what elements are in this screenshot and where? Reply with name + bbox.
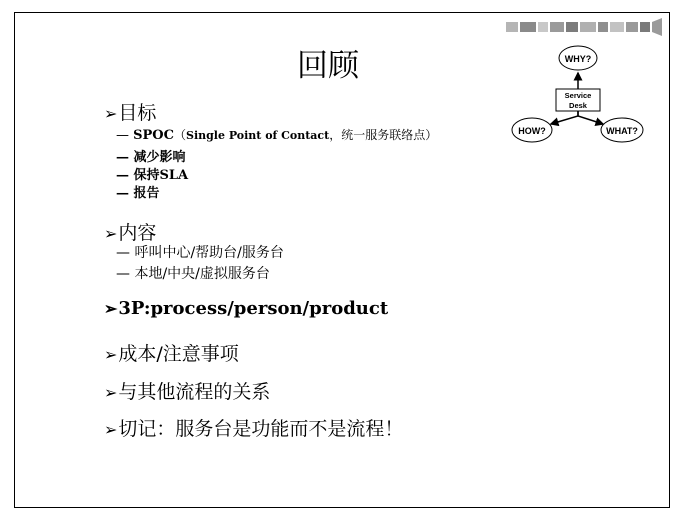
bullet-remember	[104, 414, 403, 441]
arrow-bullet-icon: ➢	[104, 224, 118, 243]
dash: —	[116, 128, 129, 143]
bullet-relations	[104, 377, 270, 404]
dash: —	[116, 245, 130, 261]
what-label: WHAT?	[606, 126, 638, 136]
service-desk-label-line2: Desk	[569, 101, 587, 110]
arrow-to-how	[551, 111, 578, 124]
arrow-bullet-icon: ➢	[104, 345, 118, 364]
why-label: WHY?	[564, 54, 592, 64]
bullet-cost	[104, 339, 239, 366]
service-desk-label-line1: Service	[564, 91, 592, 100]
bullet-3p	[104, 298, 388, 319]
bullet-content	[104, 218, 156, 245]
dash: —	[116, 266, 130, 282]
bullet-label: 内容	[118, 222, 157, 244]
sub-item-label: 保持SLA	[133, 168, 189, 183]
sub-item-spoc	[116, 126, 437, 143]
dash: —	[116, 168, 129, 183]
service-desk-diagram	[511, 44, 645, 150]
spoc-lead: SPOC	[133, 128, 174, 143]
dash: —	[116, 150, 129, 165]
sub-item-label: 减少影响	[133, 150, 186, 165]
bullet-label: 3P:process/person/product	[118, 298, 389, 319]
bullet-label: 成本/注意事项	[118, 343, 239, 365]
arrow-bullet-icon: ➢	[104, 299, 118, 318]
sub-item-local-central	[116, 263, 270, 283]
bullet-goals	[104, 98, 156, 125]
sub-item-label: 报告	[133, 186, 160, 201]
spoc-full-name: Single Point of Contact	[186, 129, 330, 142]
decorative-bar	[506, 18, 666, 36]
slide-title: 回顾	[297, 48, 359, 84]
arrow-bullet-icon: ➢	[104, 383, 118, 402]
sub-item-label: 呼叫中心/帮助台/服务台	[134, 245, 284, 261]
arrow-bullet-icon: ➢	[104, 104, 118, 123]
bullet-label: 与其他流程的关系	[118, 381, 271, 403]
spoc-tail: ，统一服务联络点）	[329, 128, 438, 142]
bullet-label: 切记：服务台是功能而不是流程！	[118, 418, 404, 440]
how-label: HOW?	[518, 126, 546, 136]
arrow-to-what	[578, 111, 603, 124]
bullet-label: 目标	[118, 102, 157, 124]
sub-item-label: 本地/中央/虚拟服务台	[134, 266, 270, 282]
arrow-bullet-icon: ➢	[104, 420, 118, 439]
dash: —	[116, 186, 129, 201]
sub-item-reduce-impact	[116, 146, 186, 165]
sub-item-call-center	[116, 242, 284, 262]
spoc-paren-open: （	[173, 128, 186, 142]
sub-item-report	[116, 182, 160, 201]
sub-item-keep-sla	[116, 164, 188, 183]
